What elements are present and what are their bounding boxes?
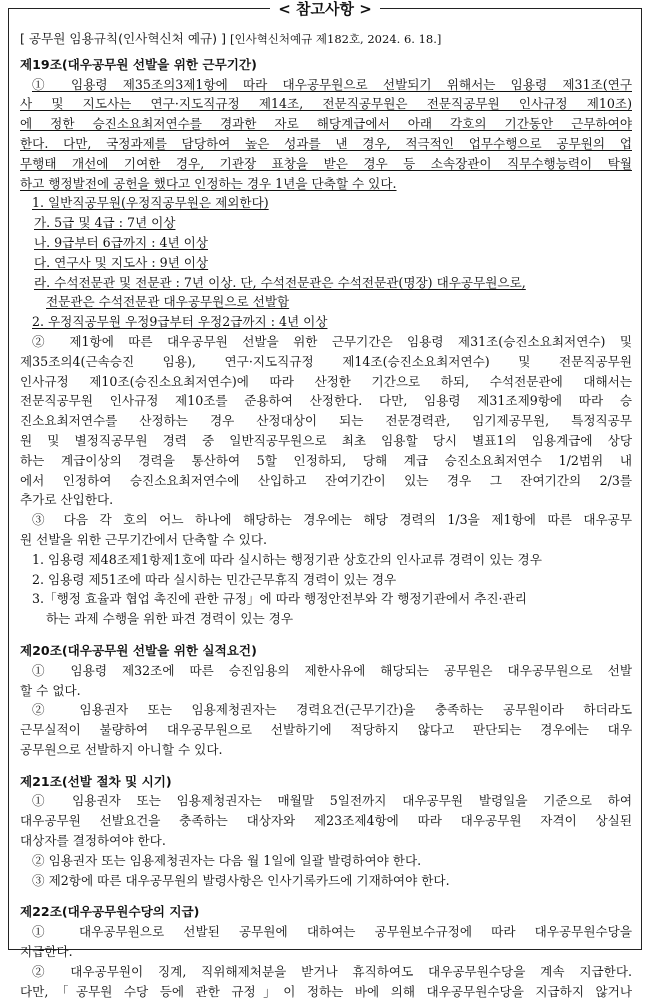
art19-subitem: 나. 9급부터 6급까지 : 4년 이상 bbox=[34, 234, 208, 250]
art21-p3: ③ 제2항에 따른 대우공무원의 발령사항은 인사기록카드에 기재하여야 한다. bbox=[32, 872, 450, 888]
article-21-heading: 제21조(선발 절차 및 시기) bbox=[20, 773, 172, 789]
art19-p3-line: 원 선발을 위한 근무기간에서 단축할 수 있다. bbox=[20, 531, 268, 547]
art19-p2-line: 진소요최저연수를 산정하는 경우 산정대상이 되는 전문경력관, 임기제공무원, 특정직공무 bbox=[20, 413, 632, 429]
art19-subitem-cont: 전문관은 수석전문관 대우공무원으로 선발함 bbox=[46, 294, 290, 310]
art19-p1-line: 에 정한 승진소요최저연수를 경과한 자로 해당계급에서 아래 각호의 기간동안 근무하여야 bbox=[20, 116, 632, 132]
art21-p1-line: ① 임용권자 또는 임용제청권자는 매월말 5일전까지 대우공무원 발령일을 기준으로 하여 bbox=[32, 793, 632, 809]
art21-p1-line: 대상자를 결정하여야 한다. bbox=[20, 833, 166, 849]
art20-p2-line: 근무실적이 불량하여 대우공무원으로 선발하기에 적당하지 않다고 판단되는 경우에는 대우 bbox=[20, 722, 632, 738]
art21-p1-line: 대우공무원 선발요건을 충족하는 대상자와 제23조제4항에 따라 대우공무원 자격이 상실된 bbox=[20, 813, 632, 829]
art19-item-1: 1. 일반직공무원(우정직공무원은 제외한다) bbox=[32, 195, 269, 211]
art19-p2-line: 인사규정 제10조(승진소요최저연수)에 따라 산정한 기간으로 하되, 수석전문관에 대해서는 bbox=[20, 373, 632, 389]
art19-p3-item: 1. 임용령 제48조제1항제1호에 따라 실시하는 행정기관 상호간의 인사교류 경력이 있는 경우 bbox=[32, 551, 542, 567]
document-header bbox=[20, 29, 632, 49]
art19-p2-line: 에서 인정하여 승진소요최저연수에 산입하고 잔여기간이 있는 경우 그 잔여기간의 2/3를 bbox=[20, 472, 632, 488]
art20-p1-line: ① 임용령 제32조에 따른 승진임용의 제한사유에 해당되는 공무원은 대우공무원으로 선발 bbox=[32, 662, 632, 678]
art19-p2-line: 원 및 별정직공무원 경력 중 일반직공무원으로 최초 임용할 당시 별표1의 임용계급에 상당 bbox=[20, 432, 632, 448]
art19-p2-line: 추가로 산입한다. bbox=[20, 492, 114, 508]
art20-p1-line: 할 수 없다. bbox=[20, 682, 81, 698]
regulation-text bbox=[20, 29, 632, 1001]
art22-p1-line: 지급한다. bbox=[20, 944, 73, 960]
art19-item-2: 2. 우정직공무원 우정9급부터 우정2급까지 : 4년 이상 bbox=[32, 314, 328, 330]
document-source: [인사혁신처예규 제182호, 2024. 6. 18.] bbox=[229, 32, 442, 46]
document-title: [ 공무원 임용규칙(인사혁신처 예규) ] bbox=[20, 31, 226, 46]
art22-p2-line: 다만,「공무원 수당 등에 관한 규정」이 정하는 바에 의해 대우공무원수당을 지급하지 않거나 bbox=[20, 983, 632, 999]
art19-p3-item-cont: 하는 과제 수행을 위한 파견 경력이 있는 경우 bbox=[46, 611, 294, 627]
art20-p2-line: 공무원으로 선발하지 아니할 수 있다. bbox=[20, 741, 223, 757]
art19-p3-line: ③ 다음 각 호의 어느 하나에 해당하는 경우에는 해당 경력의 1/3을 제1항에 따른 대우공무 bbox=[32, 512, 632, 528]
art19-p1-line: 한다. 다만, 국정과제를 담당하여 높은 성과를 낸 경우, 적극적인 업무수행으로 공무원의 업 bbox=[20, 135, 632, 151]
art19-p3-item: 3.「행정 효율과 협업 촉진에 관한 규정」에 따라 행정안전부와 각 행정기관에서 추진·관리 bbox=[32, 591, 527, 607]
art19-p2-line: 전문직공무원 인사규정 제10조를 준용하여 산정한다. 다만, 임용령 제31조제9항에 따라 승 bbox=[20, 393, 632, 409]
art19-p2-line: ② 제1항에 따른 대우공무원 선발을 위한 근무기간은 임용령 제31조(승진소요최저연수) 및 bbox=[32, 333, 632, 349]
art19-p1-line: 무행태 개선에 기여한 경우, 기관장 표창을 받은 경우 등 소속장관이 직무수행능력이 탁월 bbox=[20, 155, 632, 171]
art19-subitem: 다. 연구사 및 지도사 : 9년 이상 bbox=[34, 254, 209, 270]
reference-box bbox=[8, 0, 642, 999]
art19-subitem: 가. 5급 및 4급 : 7년 이상 bbox=[34, 215, 176, 231]
art22-p2-line: ② 대우공무원이 징계, 직위해제처분을 받거나 휴직하여도 대우공무원수당을 계속 지급한다. bbox=[32, 963, 632, 979]
art19-p1-line: 사 및 지도사는 연구·지도직규정 제14조, 전문직공무원은 전문직공무원 인사규정 제10조) bbox=[20, 96, 632, 112]
article-20-heading: 제20조(대우공무원 선발을 위한 실적요건) bbox=[20, 642, 257, 658]
article-22-heading: 제22조(대우공무원수당의 지급) bbox=[20, 904, 200, 920]
art20-p2-line: ② 임용권자 또는 임용제청권자는 경력요건(근무기간)을 충족하는 공무원이라 하더라도 bbox=[32, 702, 632, 718]
art19-p2-line: 제35조의4(근속승진 임용), 연구·지도직규정 제14조(승진소요최저연수) 및 전문직공무원 bbox=[20, 353, 632, 369]
art22-p1-line: ① 대우공무원으로 선발된 공무원에 대하여는 공무원보수규정에 따라 대우공무원수당을 bbox=[32, 924, 632, 940]
art19-subitem: 라. 수석전문관 및 전문관 : 7년 이상. 단, 수석전문관은 수석전문관(명장) 대우공무원으로, bbox=[34, 274, 526, 290]
art19-p2-line: 하는 계급이상의 경력을 통산하여 5할 인정하되, 당해 계급 승진소요최저연수 1/2범위 내 bbox=[20, 452, 632, 468]
art19-p1-line: 하고 행정발전에 공헌을 했다고 인정하는 경우 1년을 단축할 수 있다. bbox=[20, 175, 397, 191]
box-title: < 참고사항 > bbox=[9, 0, 641, 19]
art19-p1-line: ① 임용령 제35조의3제1항에 따라 대우공무원으로 선발되기 위해서는 임용령 제31조(연구 bbox=[32, 76, 632, 92]
article-19-heading: 제19조(대우공무원 선발을 위한 근무기간) bbox=[20, 56, 257, 72]
art19-p3-item: 2. 임용령 제51조에 따라 실시하는 민간근무휴직 경력이 있는 경우 bbox=[32, 571, 397, 587]
art21-p2: ② 임용권자 또는 임용제청권자는 다음 월 1일에 일괄 발령하여야 한다. bbox=[32, 852, 422, 868]
